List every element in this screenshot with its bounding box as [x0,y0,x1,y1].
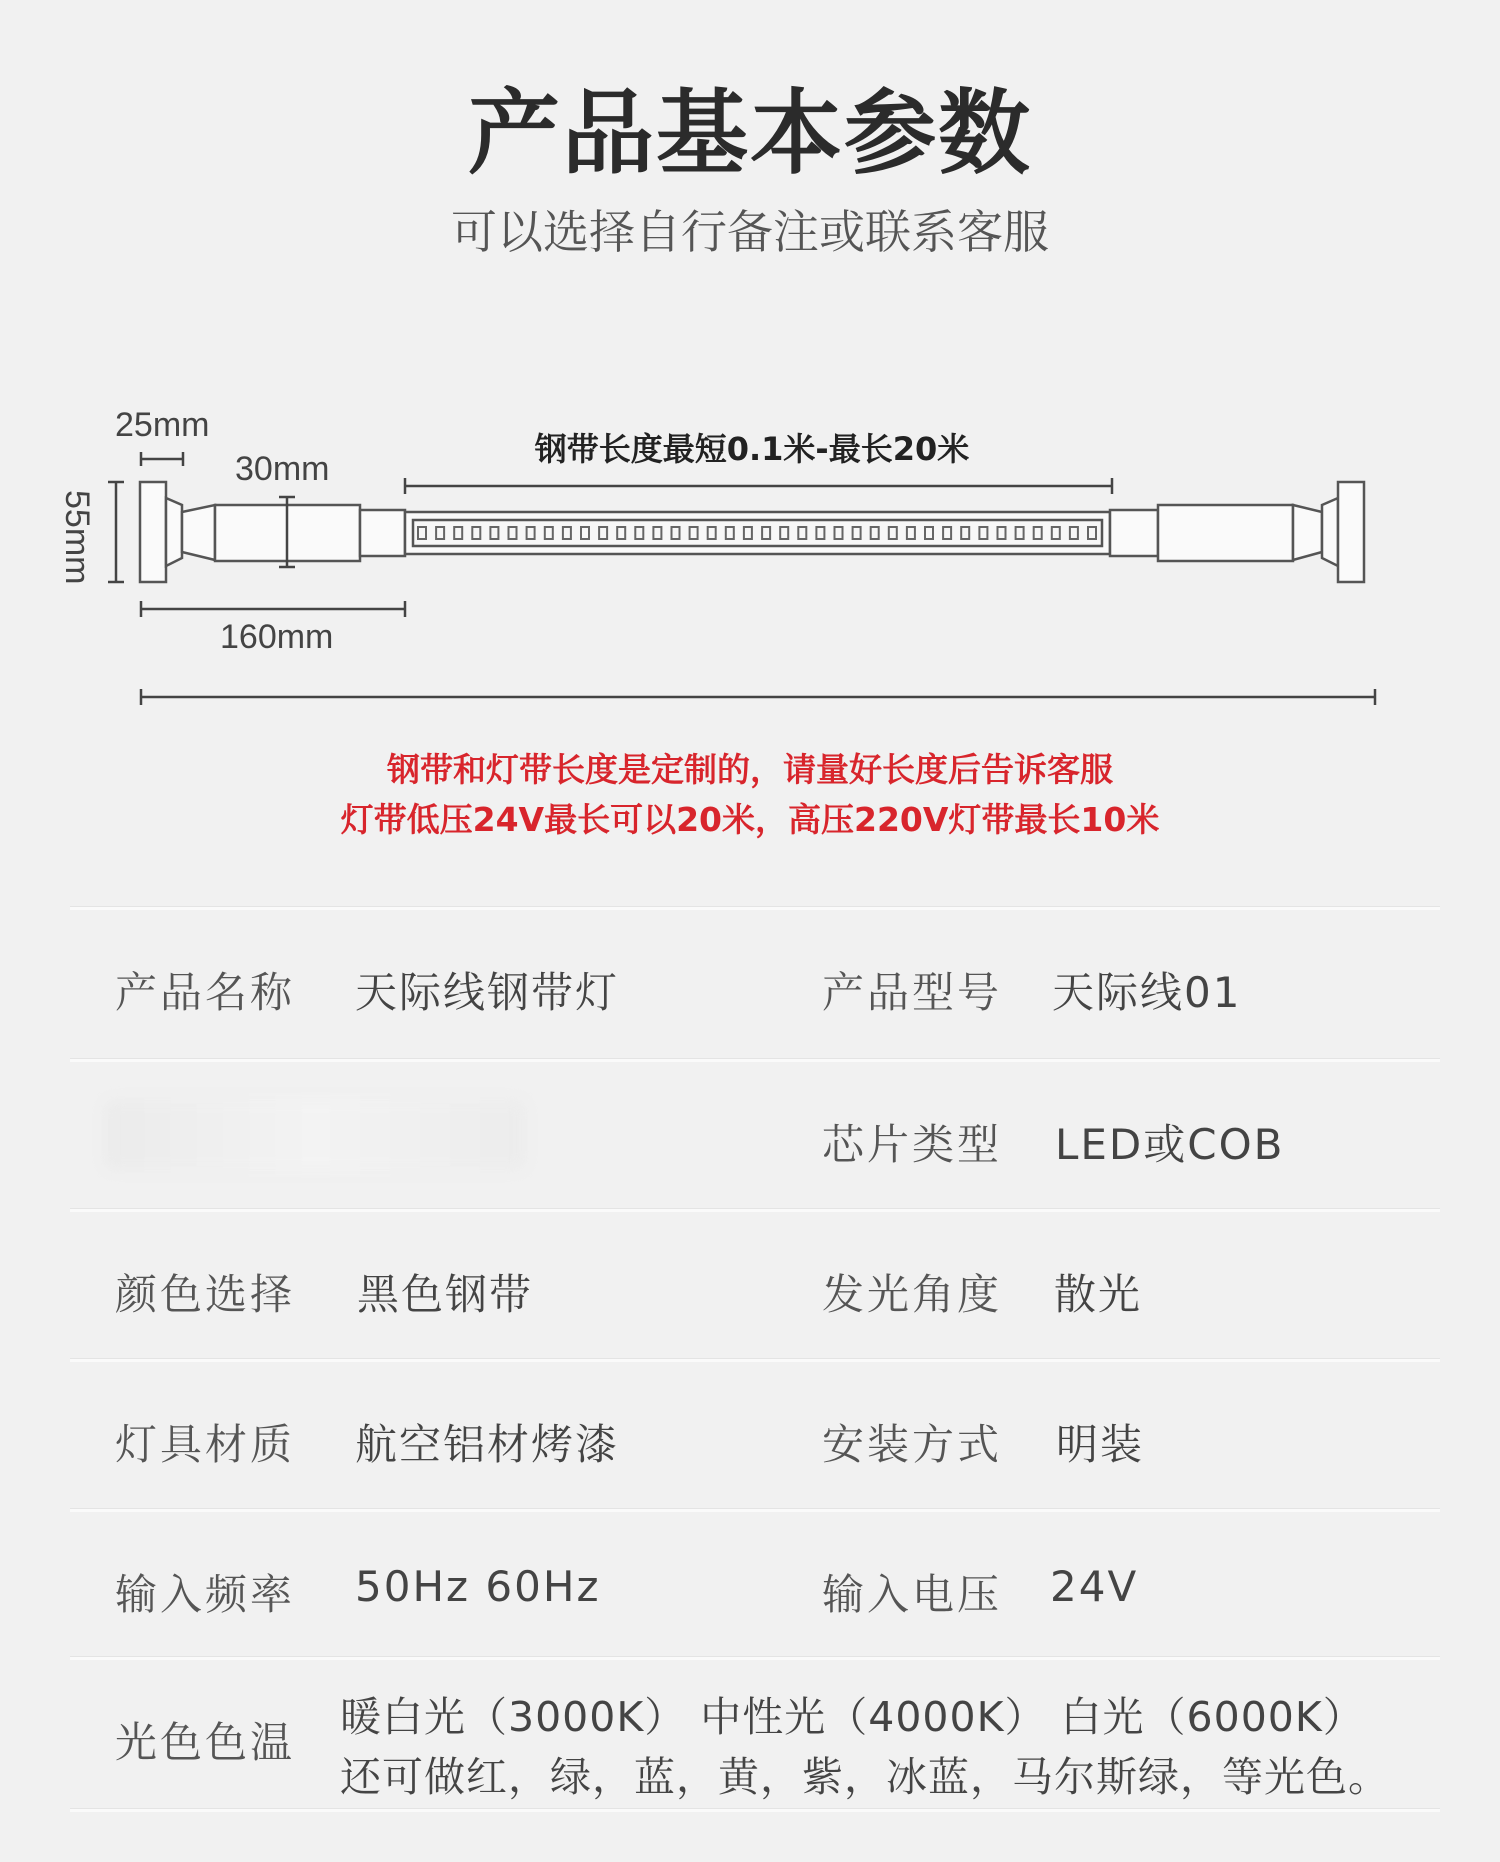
row-divider [70,1358,1440,1362]
label-input-voltage: 输入电压 [822,1570,1003,1619]
dim-55-label: 55mm [58,490,96,585]
row-divider [70,1058,1440,1062]
value-input-frequency: 50Hz 60Hz [355,1562,601,1611]
row-divider [70,906,1440,910]
label-product-model: 产品型号 [822,968,1003,1017]
label-product-name: 产品名称 [115,968,296,1017]
value-color-temperature-line-1: 暖白光（3000K） 中性光（4000K） 白光（6000K） [340,1693,1365,1741]
label-color-option: 颜色选择 [115,1270,296,1319]
row-divider [70,1208,1440,1212]
dim-160-label: 160mm [220,618,334,656]
strip-length-label: 钢带长度最短0.1米-最长20米 [534,430,970,468]
note-line-2: 灯带低压24V最长可以20米，高压220V灯带最长10米 [340,800,1160,839]
page-title: 产品基本参数 [467,80,1032,187]
page-subtitle: 可以选择自行备注或联系客服 [451,205,1049,259]
row-divider [70,1808,1440,1812]
value-product-model: 天际线01 [1052,968,1242,1017]
label-color-temperature: 光色色温 [115,1718,296,1767]
value-chip-type: LED或COB [1055,1120,1285,1169]
value-color-option: 黑色钢带 [357,1270,534,1319]
dim-30-label: 30mm [235,450,330,488]
value-material: 航空铝材烤漆 [355,1420,620,1469]
value-input-voltage: 24V [1050,1562,1139,1611]
label-beam-angle: 发光角度 [822,1270,1003,1319]
value-product-name: 天际线钢带灯 [355,968,620,1017]
dim-25-label: 25mm [115,406,210,444]
value-beam-angle: 散光 [1054,1270,1143,1319]
value-color-temperature-line-2: 还可做红，绿，蓝，黄，紫，冰蓝，马尔斯绿，等光色。 [340,1753,1390,1801]
row-divider [70,1508,1440,1512]
note-line-1: 钢带和灯带长度是定制的，请量好长度后告诉客服 [387,750,1113,789]
row-divider [70,1656,1440,1660]
blurred-region [105,1100,525,1170]
label-material: 灯具材质 [115,1420,296,1469]
value-installation: 明装 [1056,1420,1145,1469]
label-input-frequency: 输入频率 [115,1570,296,1619]
label-chip-type: 芯片类型 [822,1120,1003,1169]
label-installation: 安装方式 [822,1420,1003,1469]
